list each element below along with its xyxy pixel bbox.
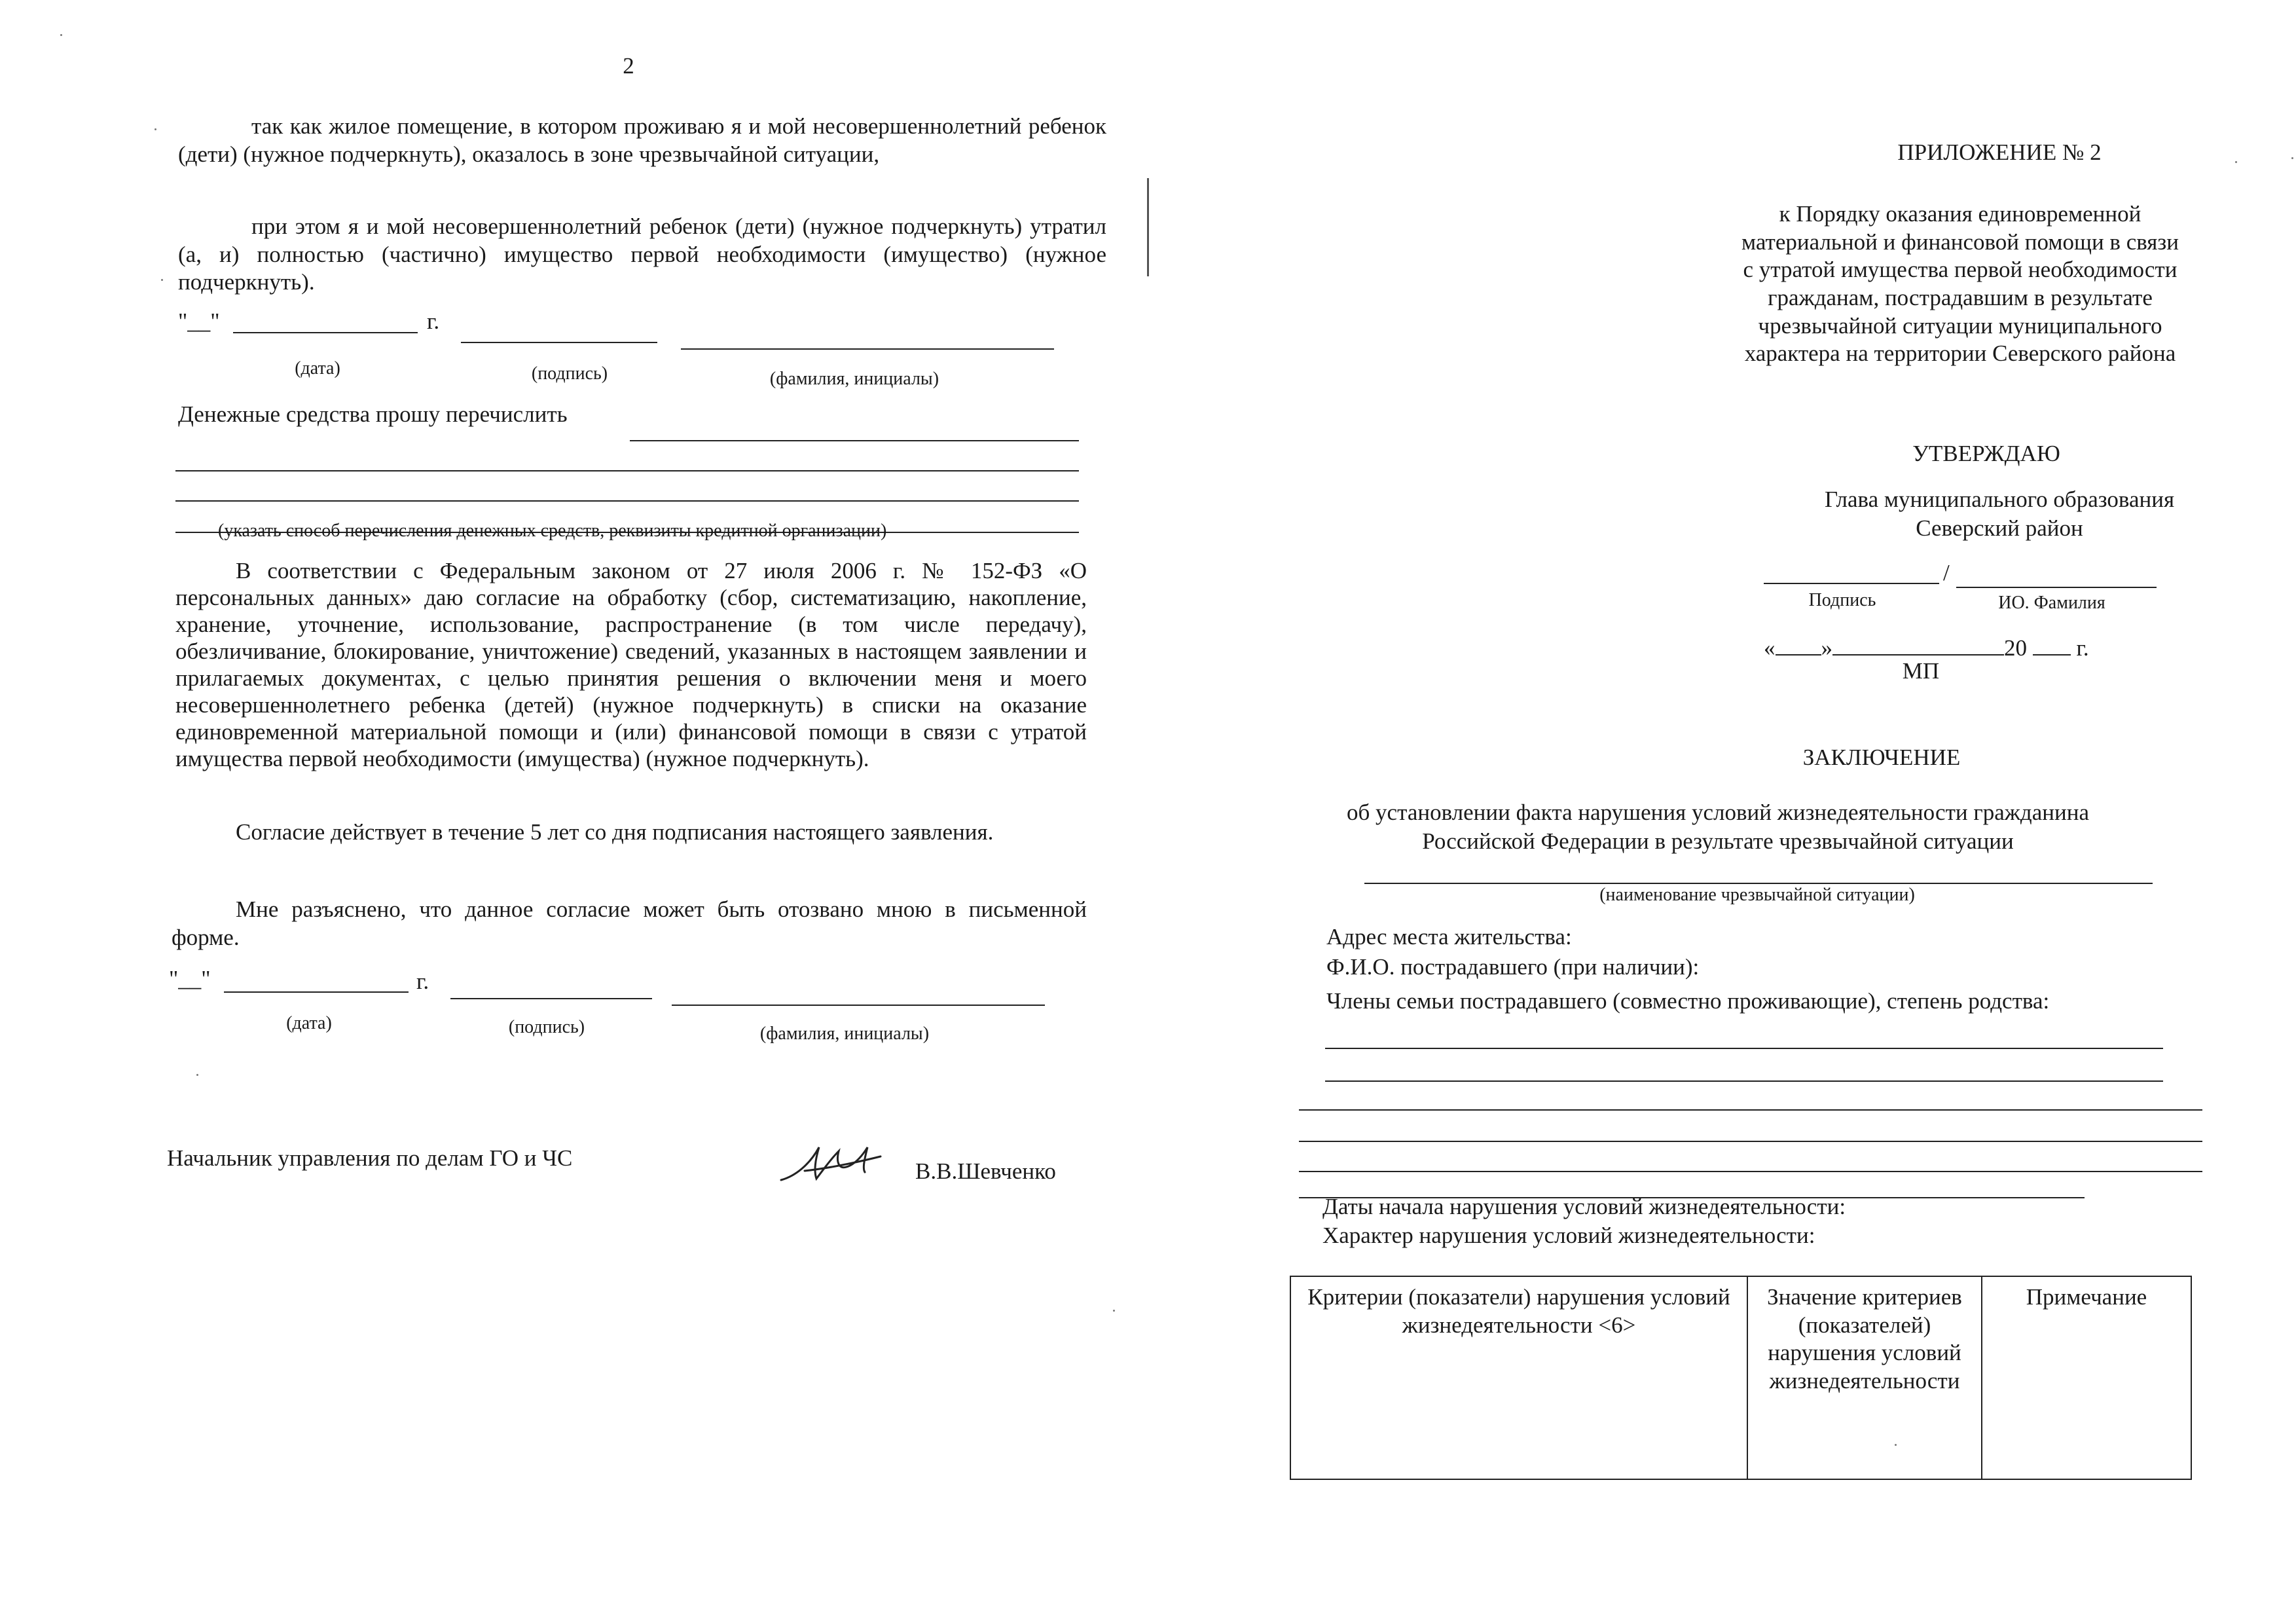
approve-day-field[interactable] <box>1776 631 1821 655</box>
scan-speck <box>1113 1310 1115 1312</box>
scan-speck <box>60 34 62 36</box>
family-label: Члены семьи пострадавшего (совместно проживающие), степень родства: <box>1326 988 2050 1014</box>
year-suffix-1: г. <box>427 308 440 334</box>
scan-speck <box>2291 157 2293 159</box>
appendix-line: материальной и финансовой помощи в связи <box>1741 229 2179 255</box>
year-suffix-2: г. <box>416 969 429 994</box>
caption-date-2: (дата) <box>286 1013 332 1033</box>
date-open-quote: « <box>1764 635 1776 661</box>
transfer-field-3[interactable] <box>175 473 1079 502</box>
conclusion-line-2: Российской Федерации в результате чрезвычайной ситуации <box>1422 828 2014 854</box>
handwritten-signature <box>776 1138 887 1190</box>
caption-date-1: (дата) <box>295 358 340 378</box>
emergency-caption: (наименование чрезвычайной ситуации) <box>1599 885 1915 905</box>
year-suffix: г. <box>2076 635 2089 661</box>
scan-speck <box>2235 161 2237 163</box>
revocation-notice: Мне разъяснено, что данное согласие может быть отозвано мною в письменной форме. <box>172 896 1087 950</box>
appendix-subtitle <box>1666 200 2255 368</box>
approve-line-1: Глава муниципального образования <box>1824 487 2175 512</box>
criteria-table <box>1290 1276 2192 1480</box>
para-property-loss: при этом я и мой несовершеннолетний ребенок (дети) (нужное подчеркнуть) утратил (а, и) полностью (частично) имущество первой необходимости (имущество) (нужное подчеркнуть). <box>178 213 1106 295</box>
appendix-line: с утратой имущества первой необходимости <box>1743 257 2178 283</box>
family-field-3[interactable] <box>1299 1080 2202 1111</box>
date-quote-1: "__" <box>178 308 220 334</box>
family-field-1[interactable] <box>1325 1019 2163 1049</box>
name-field-1[interactable] <box>681 322 1054 350</box>
date-field-2[interactable] <box>224 965 409 993</box>
transfer-caption: (указать способ перечисления денежных средств, реквизиты кредитной организации) <box>218 521 887 541</box>
transfer-label: Денежные средства прошу перечислить <box>178 401 568 427</box>
appendix-line: характера на территории Северского района <box>1744 341 2176 367</box>
consent-paragraph: В соответствии с Федеральным законом от 27 июля 2006 г. № 152-ФЗ «О персональных данных» даю согласие на обработку (сбор, систематизацию, накопление, хранение, уточнение, использование, распространение (в том числе передачу), обезличивание, блокирование, уничтожение) сведений, указанных в настоящем заявлении и прилагаемых документах, с целью принятия решения о включении меня и моего несовершеннолетнего ребенка (детей) (нужное подчеркнуть) в списки на оказание единовременной материальной помощи и (или) финансовой помощи в связи с утратой имущества первой необходимости (имущества) (нужное подчеркнуть). <box>175 558 1087 771</box>
emergency-name-field[interactable] <box>1364 853 2153 884</box>
approve-line-2: Северский район <box>1916 515 2083 541</box>
transfer-field-1[interactable] <box>630 413 1079 441</box>
dates-label: Даты начала нарушения условий жизнедеятельности: <box>1322 1194 1846 1219</box>
signature-field-1[interactable] <box>461 316 657 343</box>
official-title: Начальник управления по делам ГО и ЧС <box>167 1145 573 1171</box>
family-field-2[interactable] <box>1325 1052 2163 1082</box>
conclusion-title: ЗАКЛЮЧЕНИЕ <box>1802 745 1961 770</box>
date-quote-2: "__" <box>169 966 211 991</box>
caption-signature: Подпись <box>1808 590 1876 610</box>
caption-fio: ИО. Фамилия <box>1998 593 2105 613</box>
approve-month-field[interactable] <box>1832 631 2004 655</box>
nature-label: Характер нарушения условий жизнедеятельности: <box>1322 1223 1815 1248</box>
scan-speck <box>1895 1444 1897 1446</box>
para-residence: так как жилое помещение, в котором проживаю я и мой несовершеннолетний ребенок (дети) (нужное подчеркнуть), оказалось в зоне чрезвычайной ситуации, <box>178 113 1106 167</box>
date-close-quote: » <box>1821 635 1832 661</box>
appendix-line: чрезвычайной ситуации муниципального <box>1758 312 2162 339</box>
year-prefix: 20 <box>2004 635 2027 661</box>
family-field-5[interactable] <box>1299 1142 2202 1172</box>
consent-period: Согласие действует в течение 5 лет со дня подписания настоящего заявления. <box>236 819 994 845</box>
appendix-title: ПРИЛОЖЕНИЕ № 2 <box>1897 139 2102 165</box>
victim-label: Ф.И.О. пострадавшего (при наличии): <box>1326 954 1700 980</box>
appendix-line: к Порядку оказания единовременной <box>1779 201 2141 227</box>
scan-speck <box>161 279 163 281</box>
family-field-4[interactable] <box>1299 1112 2202 1142</box>
transfer-field-2[interactable] <box>175 443 1079 471</box>
approve-title: УТВЕРЖДАЮ <box>1912 441 2060 466</box>
signature-field-2[interactable] <box>450 972 652 999</box>
caption-signature-2: (подпись) <box>508 1017 585 1037</box>
page-number: 2 <box>623 53 634 79</box>
scan-speck <box>155 128 156 130</box>
stamp-place: МП <box>1902 658 1940 684</box>
note-header: Примечание <box>1982 1276 2191 1479</box>
caption-name-2: (фамилия, инициалы) <box>759 1024 930 1044</box>
value-header: Значение критериев (показателей) нарушения условий жизнедеятельности <box>1747 1276 1982 1479</box>
approver-signature-field[interactable] <box>1764 557 1939 584</box>
right-page <box>1148 0 2296 1624</box>
date-field-1[interactable] <box>233 306 418 333</box>
approve-year-field[interactable] <box>2033 631 2071 655</box>
criteria-header: Критерии (показатели) нарушения условий жизнедеятельности <6> <box>1290 1276 1747 1479</box>
caption-name-1: (фамилия, инициалы) <box>769 369 939 389</box>
slash: / <box>1943 560 1950 585</box>
address-label: Адрес места жительства: <box>1326 924 1572 950</box>
official-name: В.В.Шевченко <box>915 1158 1056 1184</box>
conclusion-line-1: об установлении факта нарушения условий жизнедеятельности гражданина <box>1347 800 2089 825</box>
approver-name-field[interactable] <box>1956 561 2157 588</box>
caption-signature-1: (подпись) <box>531 363 608 384</box>
scan-speck <box>196 1074 198 1076</box>
appendix-line: гражданам, пострадавшим в результате <box>1768 285 2153 311</box>
name-field-2[interactable] <box>672 978 1045 1006</box>
